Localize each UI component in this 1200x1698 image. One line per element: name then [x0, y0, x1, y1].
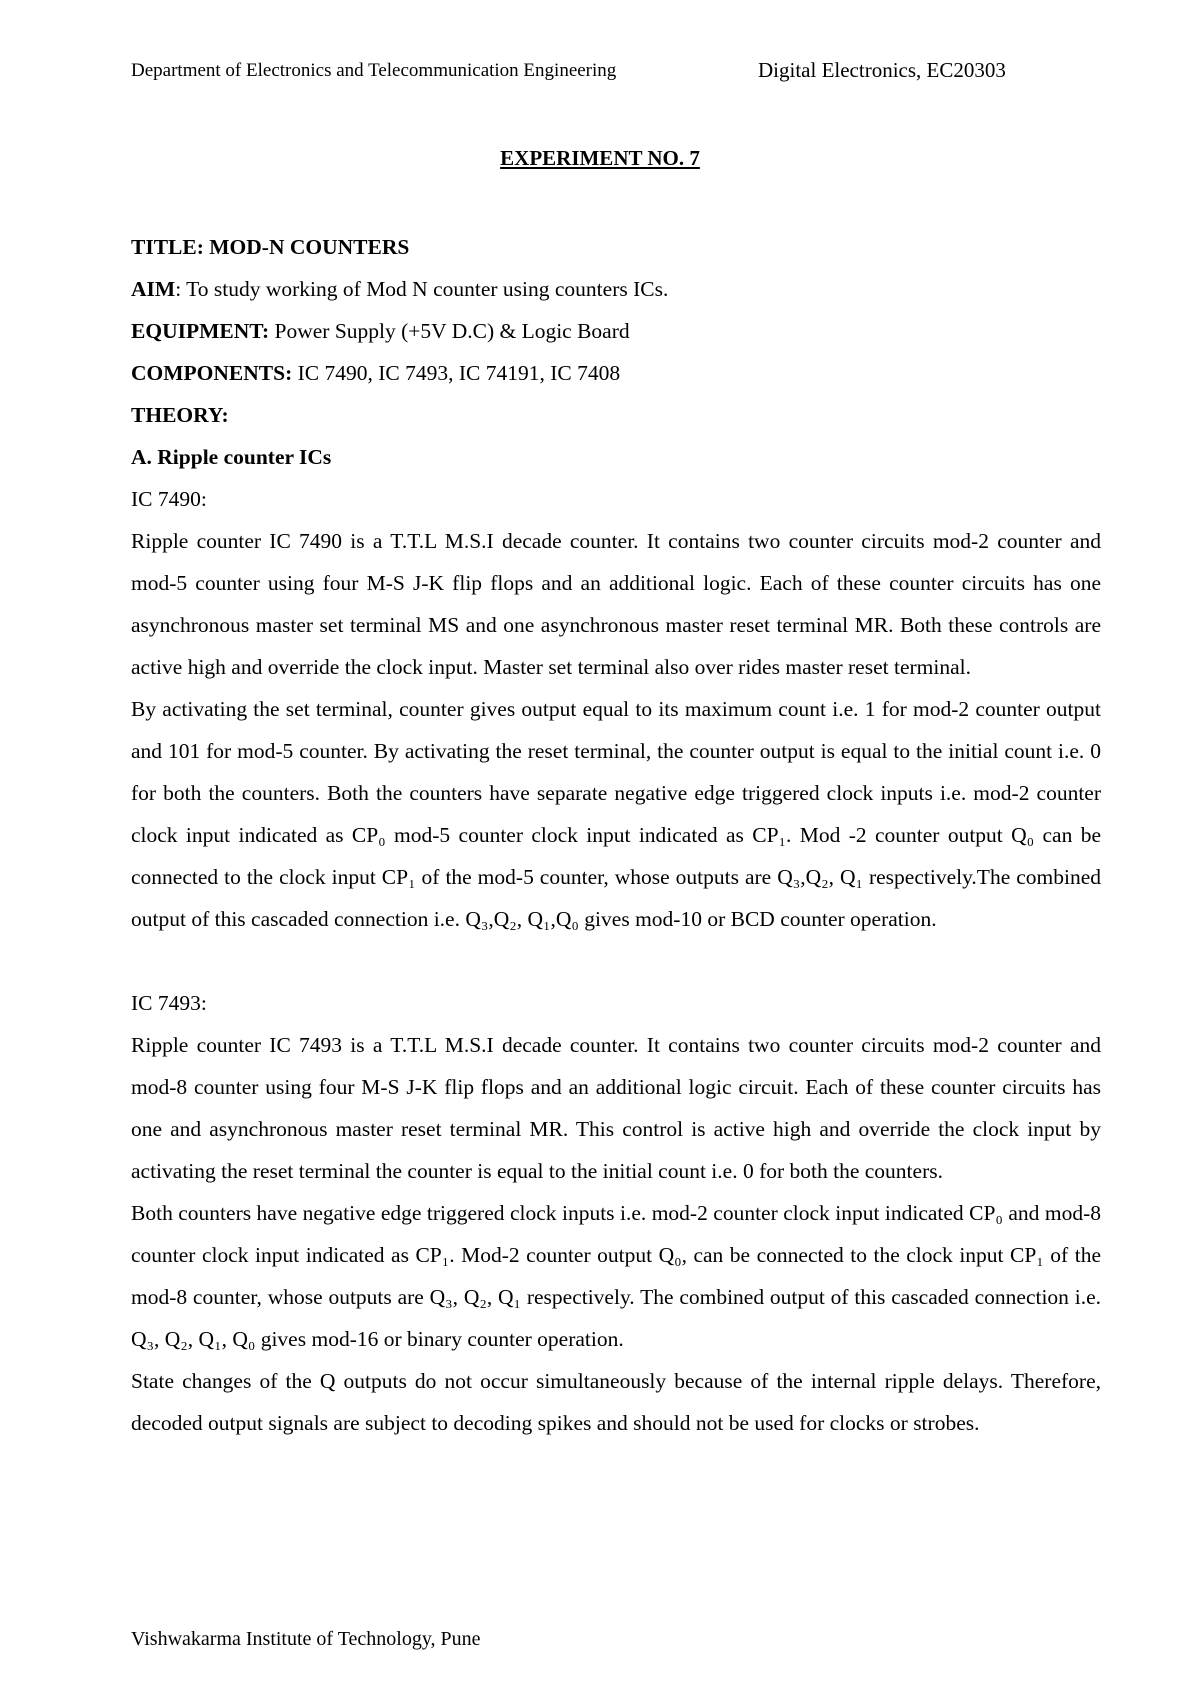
components-line: [131, 352, 1101, 394]
equipment-label: EQUIPMENT:: [131, 319, 270, 343]
theory-label: THEORY:: [131, 403, 229, 427]
components-value: IC 7490, IC 7493, IC 74191, IC 7408: [297, 361, 621, 385]
aim-label: AIM: [131, 277, 176, 301]
course-name: Digital Electronics, EC20303: [758, 58, 1006, 82]
title-value: MOD-N COUNTERS: [209, 235, 410, 259]
equipment-line: [131, 310, 1101, 352]
spacer: [131, 940, 1101, 982]
components-label: COMPONENTS:: [131, 361, 293, 385]
page-header: [131, 58, 1051, 88]
section-a-heading: A. Ripple counter ICs: [131, 445, 332, 469]
title-label: TITLE:: [131, 235, 204, 259]
aim-value: : To study working of Mod N counter using counters ICs.: [175, 277, 669, 301]
experiment-title: EXPERIMENT NO. 7: [500, 146, 700, 170]
ic7490-paragraph-1: Ripple counter IC 7490 is a T.T.L M.S.I decade counter. It contains two counter circuits mod-2 counter and mod-5 counter using four M-S J-K flip flops and an additional logic. Each of these counter circuits has one asynchronous master set terminal MS and one asynchronous master reset terminal MR. Both these controls are active high and override the clock input. Master set terminal also over rides master reset terminal.: [131, 529, 1101, 679]
ic7493-paragraph-2: Both counters have negative edge triggered clock inputs i.e. mod-2 counter clock input indicated CP₀ and mod-8 counter clock input indicated as CP₁. Mod-2 counter output Q₀, can be connected to the clock input CP₁ of the mod-8 counter, whose outputs are Q₃, Q₂, Q₁ respectively. The combined output of this cascaded connection i.e. Q₃, Q₂, Q₁, Q₀ gives mod-16 or binary counter operation.: [131, 1201, 1101, 1351]
aim-line: [131, 268, 1101, 310]
ic7493-paragraph-3: State changes of the Q outputs do not occur simultaneously because of the internal ripple delays. Therefore, decoded output signals are subject to decoding spikes and should not be used for clocks or strobes.: [131, 1369, 1101, 1435]
ic7493-paragraph-1: Ripple counter IC 7493 is a T.T.L M.S.I decade counter. It contains two counter circuits mod-2 counter and mod-8 counter using four M-S J-K flip flops and an additional logic circuit. Each of these counter circuits has one and asynchronous master reset terminal MR. This control is active high and override the clock input by activating the reset terminal the counter is equal to the initial count i.e. 0 for both the counters.: [131, 1033, 1101, 1183]
title-line: [131, 226, 1101, 268]
ic7490-heading: IC 7490:: [131, 487, 207, 511]
ic7493-heading: IC 7493:: [131, 991, 207, 1015]
ic7490-paragraph-2: By activating the set terminal, counter gives output equal to its maximum count i.e. 1 for mod-2 counter output and 101 for mod-5 counter. By activating the reset terminal, the counter output is equal to the initial count i.e. 0 for both the counters. Both the counters have separate negative edge triggered clock inputs i.e. mod-2 counter clock input indicated as CP₀ mod-5 counter clock input indicated as CP₁. Mod -2 counter output Q₀ can be connected to the clock input CP₁ of the mod-5 counter, whose outputs are Q₃,Q₂, Q₁ respectively.The combined output of this cascaded connection i.e. Q₃,Q₂, Q₁,Q₀ gives mod-10 or BCD counter operation.: [131, 697, 1101, 931]
page-footer: Vishwakarma Institute of Technology, Pune: [131, 1628, 481, 1650]
department-name: Department of Electronics and Telecommunication Engineering: [131, 60, 617, 81]
equipment-value: Power Supply (+5V D.C) & Logic Board: [274, 319, 630, 343]
document-body: [131, 226, 1101, 1444]
